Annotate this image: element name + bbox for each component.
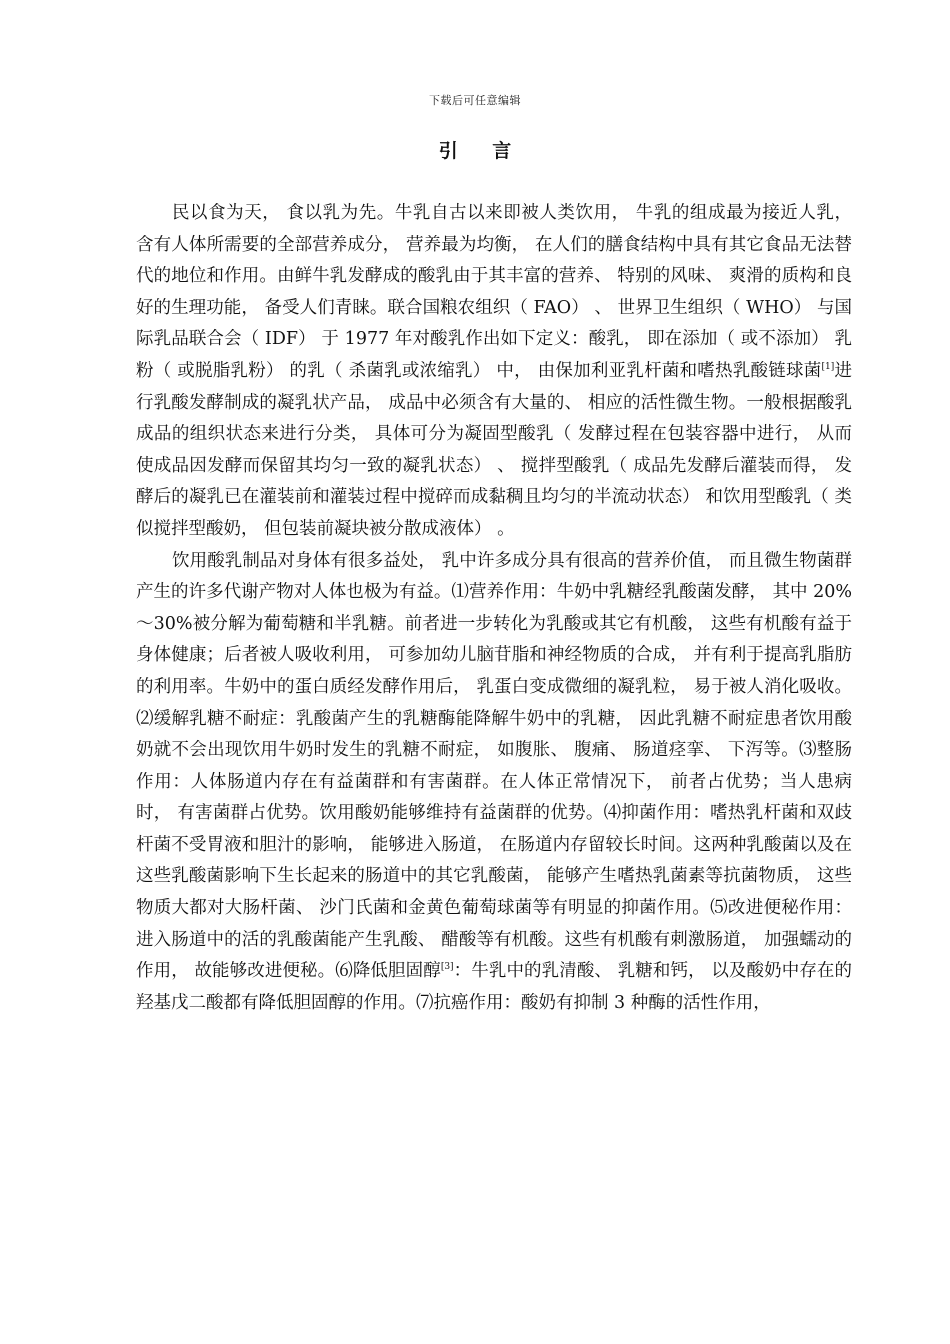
page-header-note: 下载后可任意编辑 [429,94,521,107]
citation-ref: [1] [821,361,835,372]
section-title: 引 言 [438,140,526,162]
text-run: 进行乳酸发酵制成的凝乳状产品， 成品中必须含有大量的、 相应的活性微生物。一般根据酸乳成品的组织状态来进行分类， 具体可分为凝固型酸乳（ 发酵过程在包装容器中进行， 从而使成品因发酵而保留其均匀一致的凝乳状态） 、 搅拌型酸乳（ 成品先发酵后灌装而得， 发酵后的凝乳已在灌装前和灌装过程中搅碎而成黏稠且均匀的半流动状态） 和饮用型酸乳（ 类似搅拌型酸奶， 但包装前凝块被分散成液体） 。 [136,360,853,539]
text-run: 民以食为天， 食以乳为先。牛乳自古以来即被人类饮用， 牛乳的组成最为接近人乳， 含有人体所需要的全部营养成分， 营养最为均衡， 在人们的膳食结构中具有其它食品无法替代的地位和作用。由鲜牛乳发酵成的酸乳由于其丰富的营养、 特别的风味、 爽滑的质构和良好的生理功能， 备受人们青睐。联合国粮农组织（ FAO） 、 世界卫生组织（ WHO） 与国际乳品联合会（ IDF） 于 1977 年对酸乳作出如下定义：酸乳， 即在添加（ 或不添加） 乳粉（ 或脱脂乳粉） 的乳（ 杀菌乳或浓缩乳） 中， 由保加利亚乳杆菌和嗜热乳酸链球菌 [136,203,852,381]
body-text [136,198,852,1019]
citation-ref: [3] [440,962,454,973]
text-run: ：牛乳中的乳清酸、 乳糖和钙， 以及酸奶中存在的羟基戊二酸都有降低胆固醇的作用。⑺抗癌作用：酸奶有抑制 3 种酶的活性作用， [136,961,853,1013]
text-run: 饮用酸乳制品对身体有很多益处， 乳中许多成分具有很高的营养价值， 而且微生物菌群产生的许多代谢产物对人体也极为有益。⑴营养作用：牛奶中乳糖经乳酸菌发酵， 其中 20%～30%被分解为葡萄糖和半乳糖。前者进一步转化为乳酸或其它有机酸， 这些有机酸有益于身体健康；后者被人吸收利用， 可参加幼儿脑苷脂和神经物质的合成， 并有利于提高乳脂肪的利用率。牛奶中的蛋白质经发酵作用后， 乳蛋白变成微细的凝乳粒， 易于被人消化吸收。⑵缓解乳糖不耐症：乳酸菌产生的乳糖酶能降解牛奶中的乳糖， 因此乳糖不耐症患者饮用酸奶就不会出现饮用牛奶时发生的乳糖不耐症， 如腹胀、 腹痛、 肠道痉挛、 下泻等。⑶整肠作用：人体肠道内存在有益菌群和有害菌群。在人体正常情况下， 前者占优势；当人患病时， 有害菌群占优势。饮用酸奶能够维持有益菌群的优势。⑷抑菌作用：嗜热乳杆菌和双歧杆菌不受胃液和胆汁的影响， 能够进入肠道， 在肠道内存留较长时间。这两种乳酸菌以及在这些乳酸菌影响下生长起来的肠道中的其它乳酸菌， 能够产生嗜热乳菌素等抗菌物质， 这些物质大都对大肠杆菌、 沙门氏菌和金黄色葡萄球菌等有明显的抑菌作用。⑸改进便秘作用：进入肠道中的活的乳酸菌能产生乳酸、 醋酸等有机酸。这些有机酸有刺激肠道， 加强蠕动的作用， 故能够改进便秘。⑹降低胆固醇 [136,550,852,982]
paragraph-2 [136,546,852,1020]
paragraph-1 [136,198,852,546]
